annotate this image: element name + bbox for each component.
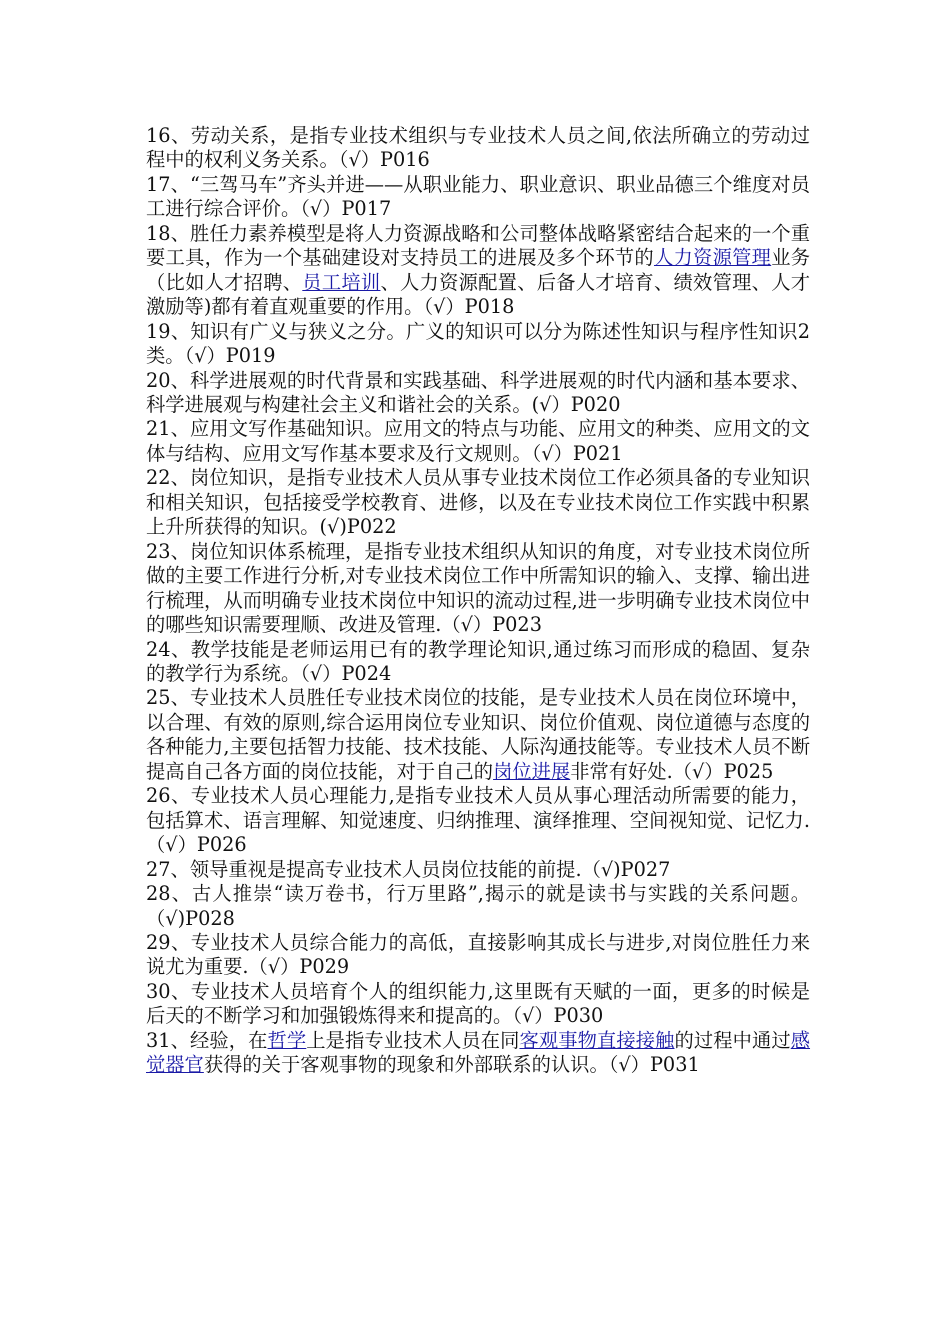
question-item: [146, 417, 810, 466]
item-text: 16、劳动关系，是指专业技术组织与专业技术人员之间,依法所确立的劳动过程中的权利义务关系。（√）P016: [146, 124, 810, 172]
hyperlink[interactable]: 员工培训: [302, 270, 381, 294]
hyperlink[interactable]: 客观事物直接接触: [519, 1028, 675, 1052]
question-item: [146, 466, 810, 539]
item-text: 30、专业技术人员培育个人的组织能力,这里既有天赋的一面，更多的时候是后天的不断学习和加强锻炼得来和提高的。（√）P030: [146, 979, 810, 1028]
question-item: [146, 882, 810, 931]
item-text: 获得的关于客观事物的现象和外部联系的认识。（√）P031: [203, 1053, 700, 1077]
question-item: [146, 931, 810, 980]
question-item: [146, 638, 810, 687]
hyperlink[interactable]: 人力资源管理: [653, 246, 772, 270]
item-text: 26、专业技术人员心理能力,是指专业技术人员从事心理活动所需要的能力，包括算术、语言理解、知觉速度、归纳推理、演绎推理、空间视知觉、记忆力.（√）P026: [146, 784, 810, 857]
item-text: 31、经验，在: [146, 1028, 268, 1052]
question-item: [146, 858, 810, 882]
item-text: 28、古人推崇“读万卷书，行万里路”,揭示的就是读书与实践的关系问题。（√)P028: [146, 882, 810, 930]
question-item: [146, 222, 810, 320]
item-text: 23、岗位知识体系梳理，是指专业技术组织从知识的角度，对专业技术岗位所做的主要工作进行分析,对专业技术岗位工作中所需知识的输入、支撑、输出进行梳理，从而明确专业技术岗位中知识的流动过程,进一步明确专业技术岗位中的哪些知识需要理顺、改进及管理.（√）P023: [146, 539, 810, 637]
item-text: 21、应用文写作基础知识。应用文的特点与功能、应用文的种类、应用文的文体与结构、应用文写作基本要求及行文规则。（√）P021: [146, 417, 810, 465]
item-text: 20、科学进展观的时代背景和实践基础、科学进展观的时代内涵和基本要求、科学进展观与构建社会主义和谐社会的关系。(√）P020: [146, 368, 810, 416]
question-item: [146, 686, 810, 784]
question-item: [146, 369, 810, 418]
question-item: [146, 784, 810, 857]
item-text: 上是指专业技术人员在同: [306, 1028, 520, 1052]
document-body: [146, 124, 810, 1078]
item-text: 业务（比如人才招聘、: [146, 246, 811, 294]
item-text: 18、胜任力素养模型是将人力资源战略和公司整体战略紧密结合起来的一个重要工具，作为一个基础建设对支持员工的进展及多个环节的: [146, 221, 810, 270]
item-text: 25、专业技术人员胜任专业技术岗位的技能，是专业技术人员在岗位环境中，以合理、有效的原则,综合运用岗位专业知识、岗位价值观、岗位道德与态度的各种能力,主要包括智力技能、技术技能、人际沟通技能等。专业技术人员不断提高自己各方面的岗位技能，对于自己的: [146, 686, 810, 783]
question-item: [146, 1029, 810, 1078]
item-text: 24、教学技能是老师运用已有的教学理论知识,通过练习而形成的稳固、复杂的教学行为系统。（√）P024: [146, 637, 810, 685]
item-text: 29、专业技术人员综合能力的高低，直接影响其成长与进步,对岗位胜任力来说尤为重要.（√）P029: [146, 930, 810, 979]
item-text: 27、领导重视是提高专业技术人员岗位技能的前提.（√)P027: [146, 857, 671, 881]
hyperlink[interactable]: 哲学: [267, 1028, 307, 1052]
item-text: 非常有好处.（√）P025: [570, 759, 774, 783]
item-text: 22、岗位知识，是指专业技术人员从事专业技术岗位工作必须具备的专业知识和相关知识，包括接受学校教育、进修，以及在专业技术岗位工作实践中积累上升所获得的知识。(√)P022: [146, 466, 810, 539]
question-item: [146, 320, 810, 369]
question-item: [146, 173, 810, 222]
item-text: 的过程中通过: [674, 1028, 791, 1052]
item-text: 、人力资源配置、后备人才培育、绩效管理、人才激励等)都有着直观重要的作用。（√）P018: [146, 270, 811, 319]
item-text: 17、“三驾马车”齐头并进——从职业能力、职业意识、职业品德三个维度对员工进行综合评价。（√）P017: [146, 172, 810, 221]
question-item: [146, 980, 810, 1029]
item-text: 19、知识有广义与狭义之分。广义的知识可以分为陈述性知识与程序性知识2类。（√）P019: [146, 319, 810, 368]
hyperlink[interactable]: 岗位进展: [493, 759, 571, 783]
hyperlink[interactable]: 感觉器官: [146, 1028, 811, 1077]
question-item: [146, 540, 810, 638]
question-item: [146, 124, 810, 173]
